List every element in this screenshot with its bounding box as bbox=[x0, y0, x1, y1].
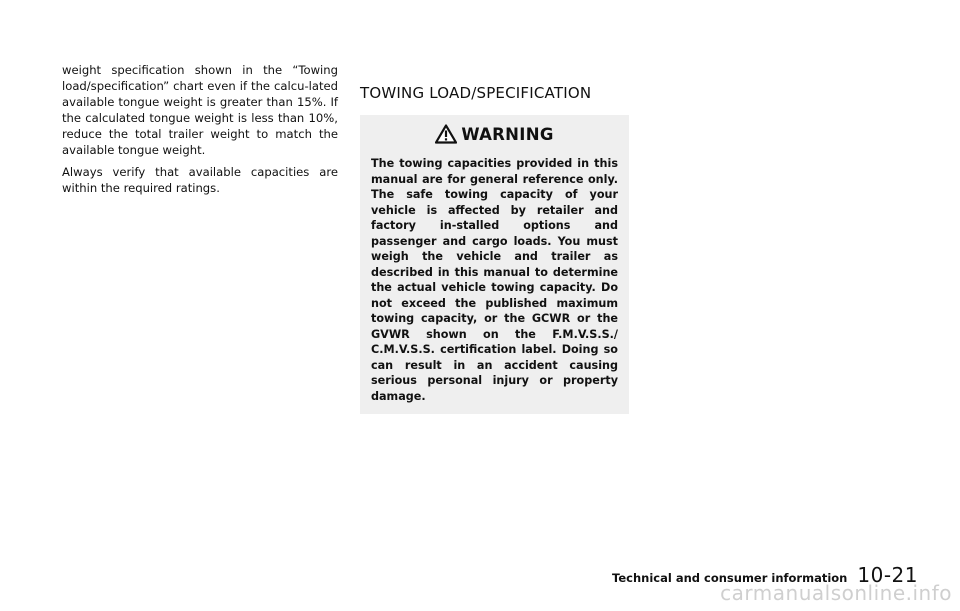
body-paragraph-2: Always verify that available capacities are within the required ratings. bbox=[62, 165, 338, 195]
warning-header bbox=[371, 124, 618, 144]
section-title: TOWING LOAD/SPECIFICATION bbox=[360, 84, 592, 102]
body-paragraph-1: weight specification shown in the “Towing load/specification” chart even if the calcu-lated available tongue weight is greater than 15%. If the calculated tongue weight is less than 10%, reduce the total trailer weight to match the available tongue weight. bbox=[62, 63, 338, 157]
footer-section-name: Technical and consumer information bbox=[612, 571, 848, 585]
warning-text: The towing capacities provided in this manual are for general reference only. The safe towing capacity of your vehicle is affected by retailer and factory in-stalled options and passenger and cargo loads. You must weigh the vehicle and trailer as described in this manual to determine the actual vehicle towing capacity. Do not exceed the published maximum towing capacity, or the GCWR or the GVWR shown on the F.M.V.S.S./ C.M.V.S.S. certification label. Doing so can result in an accident causing serious personal injury or property damage. bbox=[371, 157, 618, 403]
warning-box bbox=[360, 115, 629, 414]
left-column bbox=[62, 62, 338, 202]
warning-triangle-icon bbox=[435, 124, 457, 144]
right-column bbox=[360, 84, 629, 414]
watermark: carmanualsonline.info bbox=[720, 581, 952, 605]
page-number: 10-21 bbox=[857, 563, 918, 587]
warning-label: WARNING bbox=[461, 124, 554, 144]
